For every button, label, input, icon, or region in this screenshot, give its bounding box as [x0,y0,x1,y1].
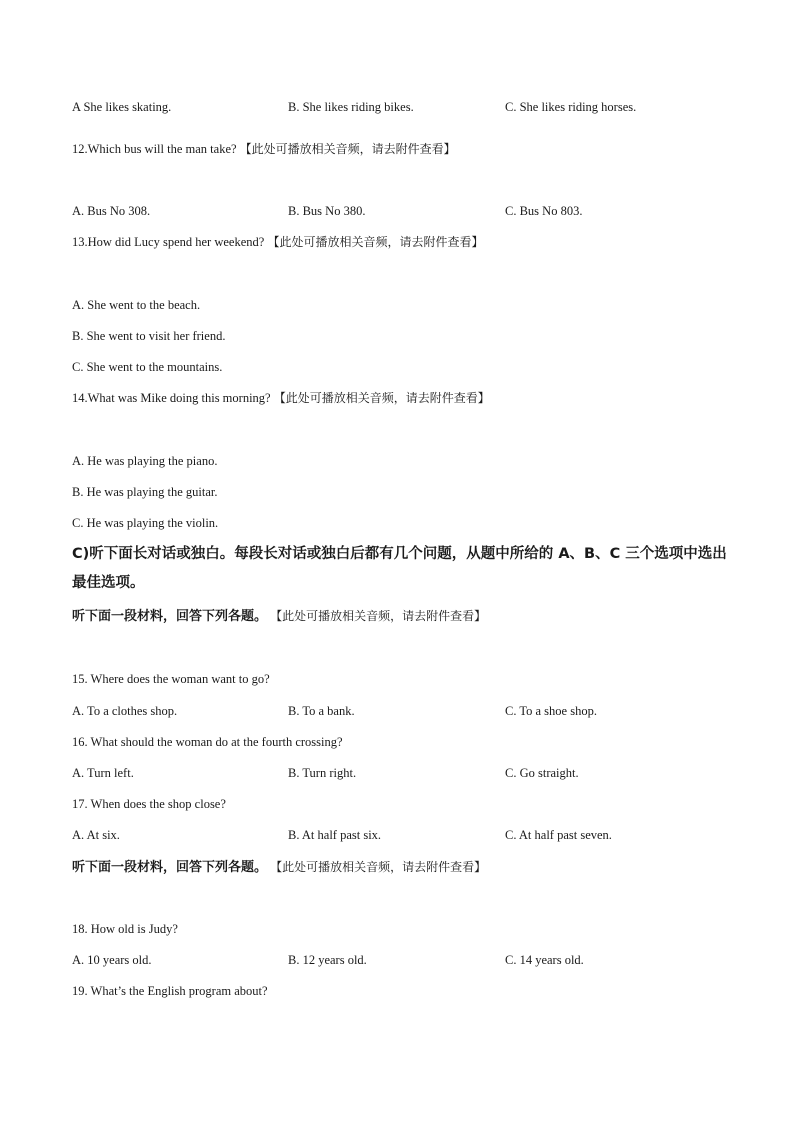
q12-option-c: C. Bus No 803. [505,204,583,218]
q14-text: 14.What was Mike doing this morning? [72,391,271,405]
q12-option-a: A. Bus No 308. [72,204,151,218]
passage2-instruction [72,859,486,876]
q15-option-b: B. To a bank. [288,704,355,718]
q11-option-b: B. She likes riding bikes. [288,100,414,114]
q13-option-c: C. She went to the mountains. [72,360,223,374]
q18-option-b: B. 12 years old. [288,953,367,967]
audio-note: 【此处可播放相关音频，请去附件查看】 [270,860,487,874]
audio-note: 【此处可播放相关音频，请去附件查看】 [270,609,487,623]
q15-option-c: C. To a shoe shop. [505,704,597,718]
q18-option-a: A. 10 years old. [72,953,152,967]
audio-note: 【此处可播放相关音频，请去附件查看】 [267,235,484,249]
q18-question: 18. How old is Judy? [72,922,178,936]
q17-option-a: A. At six. [72,828,120,842]
q17-option-c: C. At half past seven. [505,828,612,842]
audio-note: 【此处可播放相关音频，请去附件查看】 [239,142,456,156]
q19-question: 19. What’s the English program about? [72,984,268,998]
q17-option-b: B. At half past six. [288,828,382,842]
q13-question [72,234,483,250]
q14-option-c: C. He was playing the violin. [72,516,219,530]
q16-option-a: A. Turn left. [72,766,134,780]
q14-option-b: B. He was playing the guitar. [72,485,218,499]
q12-option-b: B. Bus No 380. [288,204,366,218]
passage1-instruction [72,608,486,625]
q16-option-b: B. Turn right. [288,766,357,780]
q15-question: 15. Where does the woman want to go? [72,672,270,686]
audio-note: 【此处可播放相关音频，请去附件查看】 [273,391,490,405]
q18-option-c: C. 14 years old. [505,953,584,967]
passage2-instruction-text: 听下面一段材料，回答下列各题。 [72,860,268,875]
q13-option-a: A. She went to the beach. [72,298,201,312]
q12-question [72,141,456,157]
q13-option-b: B. She went to visit her friend. [72,329,226,343]
q11-option-c: C. She likes riding horses. [505,100,637,114]
passage1-instruction-text: 听下面一段材料，回答下列各题。 [72,609,268,624]
q15-option-a: A. To a clothes shop. [72,704,178,718]
q16-question: 16. What should the woman do at the fourth crossing? [72,735,343,749]
q13-text: 13.How did Lucy spend her weekend? [72,235,265,249]
q16-option-c: C. Go straight. [505,766,579,780]
q12-text: 12.Which bus will the man take? [72,142,237,156]
q17-question: 17. When does the shop close? [72,797,226,811]
q14-option-a: A. He was playing the piano. [72,454,218,468]
section-c-heading: C)听下面长对话或独白。每段长对话或独白后都有几个问题，从题中所给的 A、B、C 三个选项中选出最佳选项。 [72,546,727,591]
q14-question [72,390,490,406]
q11-option-a: A She likes skating. [72,100,172,114]
